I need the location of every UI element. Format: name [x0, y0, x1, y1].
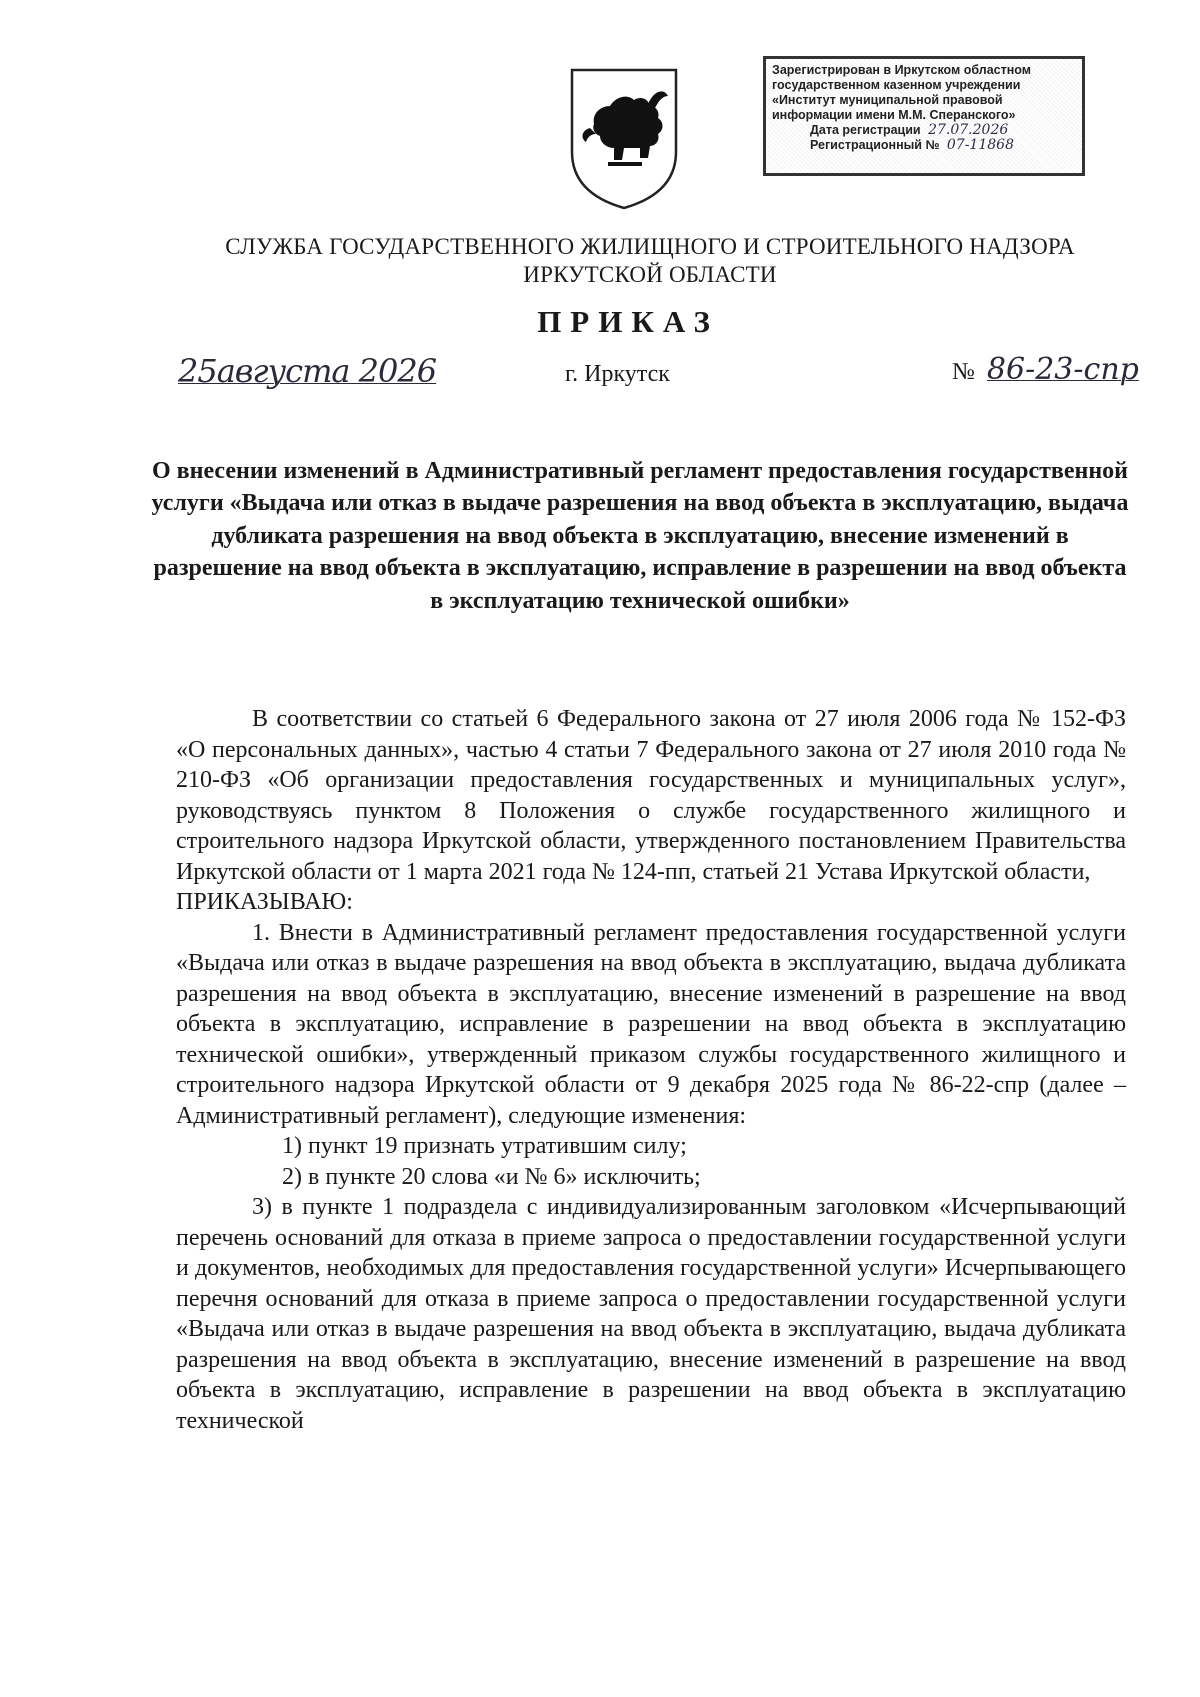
handwritten-date: 25августа 2026 — [178, 352, 437, 390]
number-label: № — [952, 359, 975, 385]
stamp-reg-label: Регистрационный № — [810, 138, 940, 152]
stamp-date-label: Дата регистрации — [810, 123, 921, 137]
stamp-line: Зарегистрирован в Иркутском областном — [772, 63, 1032, 77]
order-body — [176, 704, 1126, 1436]
irkutsk-coat-of-arms-icon — [568, 66, 680, 212]
stamp-reg-value: 07-11868 — [943, 138, 1018, 153]
item-1-paragraph: 1. Внести в Административный регламент предоставления государственной услуги «Выдача или отказ в выдаче разрешения на ввод объекта в эксплуатацию, выдача дубликата разрешения на ввод объекта в эксплуатацию, внесение изменений в разрешение на ввод объекта в эксплуатацию, исправление в разрешении на ввод объекта в эксплуатацию технической ошибки», утвержденный приказом службы государственного жилищного и строительного надзора Иркутской области от 9 декабря 2025 года № 86-22-спр (далее – Административный регламент), следующие изменения: — [176, 919, 1126, 1129]
handwritten-number: 86-23-спр — [986, 352, 1139, 387]
subitem-1: 1) пункт 19 признать утратившим силу; — [282, 1133, 687, 1159]
stamp-line: информации имени М.М. Сперанского» — [772, 108, 1016, 122]
registration-stamp — [763, 56, 1085, 176]
stamp-date-row — [810, 123, 1076, 138]
agency-name — [120, 233, 1180, 289]
order-subject: О внесении изменений в Административный регламент предоставления государственной услуги «Выдача или отказ в выдаче разрешения на ввод объекта в эксплуатацию, выдача дубликата разрешения на ввод объекта в эксплуатацию, внесение изменений в разрешение на ввод объекта в эксплуатацию, исправление в разрешении на ввод объекта в эксплуатацию технической ошибки» — [151, 458, 1129, 614]
agency-line: ИРКУТСКОЙ ОБЛАСТИ — [523, 262, 777, 287]
subitem-3: 3) в пункте 1 подраздела с индивидуализированным заголовком «Исчерпывающий перечень оснований для отказа в приеме запроса о предоставлении государственной услуги и документов, необходимых для предоставления государственной услуги» Исчерпывающего перечня оснований для отказа в приеме запроса о предоставлении государственной услуги «Выдача или отказ в выдаче разрешения на ввод объекта в эксплуатацию, выдача дубликата разрешения на ввод объекта в эксплуатацию, внесение изменений в разрешение на ввод объекта в эксплуатацию, исправление в разрешении на ввод объекта в эксплуатацию технической — [176, 1194, 1126, 1434]
agency-line: СЛУЖБА ГОСУДАРСТВЕННОГО ЖИЛИЩНОГО И СТРОИТЕЛЬНОГО НАДЗОРА — [225, 234, 1075, 259]
order-title: ПРИКАЗ — [537, 304, 719, 339]
city: г. Иркутск — [565, 361, 670, 387]
stamp-reg-row — [810, 138, 1076, 153]
preamble-paragraph: В соответствии со статьей 6 Федерального закона от 27 июля 2006 года № 152-ФЗ «О персональных данных», частью 4 статьи 7 Федерального закона от 27 июля 2010 года № 210-ФЗ «Об организации предоставления государственных и муниципальных услуг», руководствуясь пунктом 8 Положения о службе государственного жилищного и строительного надзора Иркутской области, утвержденного постановлением Правительства Иркутской области от 1 марта 2021 года № 124-пп, статьей 21 Устава Иркутской области, — [176, 706, 1126, 885]
stamp-date-value: 27.07.2026 — [924, 123, 1012, 138]
stamp-line: государственном казенном учреждении — [772, 78, 1021, 92]
order-word: ПРИКАЗЫВАЮ: — [176, 889, 353, 915]
order-number — [952, 352, 1139, 387]
stamp-line: «Институт муниципальной правовой — [772, 93, 1003, 107]
subitem-2: 2) в пункте 20 слова «и № 6» исключить; — [282, 1163, 701, 1190]
